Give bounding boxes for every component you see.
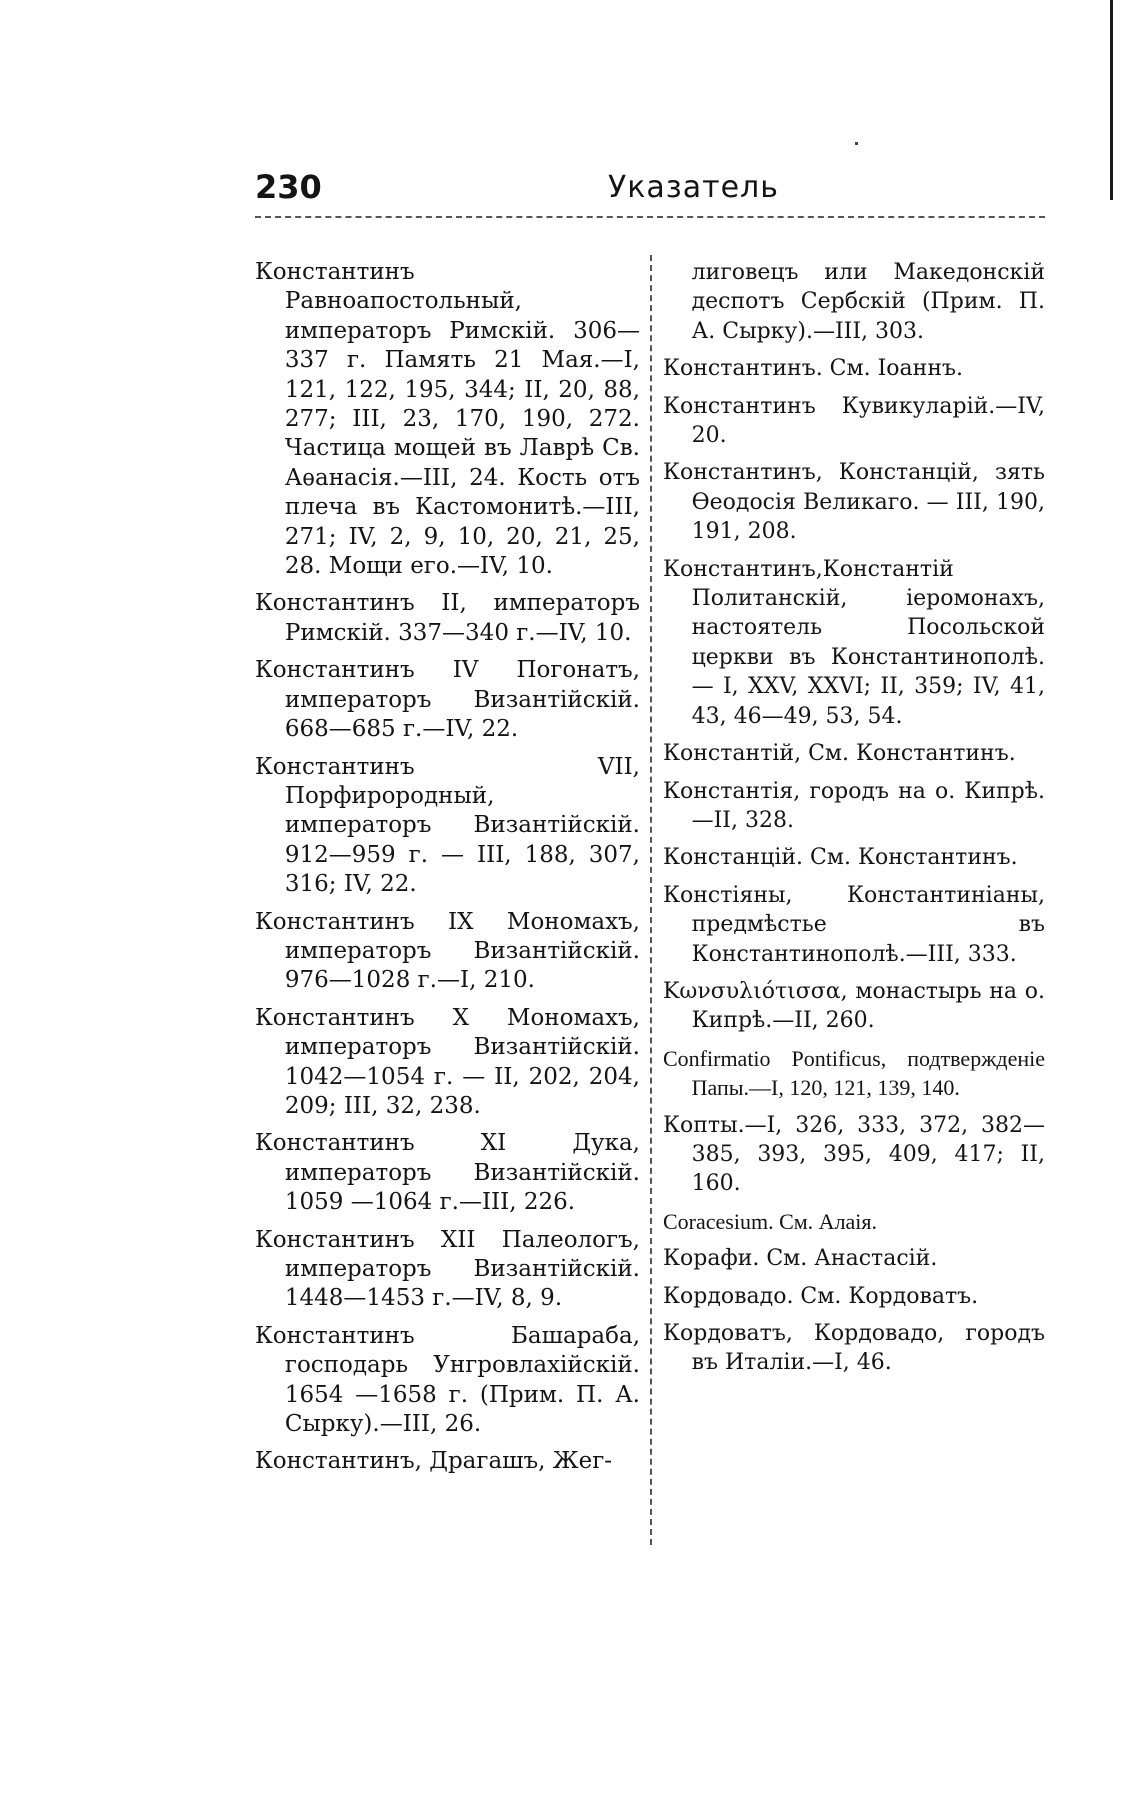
index-entry: Константинъ Башараба, господарь Унгровлахійскій. 1654 —1658 г. (Прим. П. А. Сырку).—III, 26. <box>255 1322 640 1438</box>
index-entry: Кордоватъ, Кордовадо, городъ въ Италіи.—I, 46. <box>663 1321 1045 1376</box>
index-entry: Константій, См. Константинъ. <box>663 741 1016 767</box>
index-entry: Константинъ, Констанцій, зять Ѳеодосія Великаго. — III, 190, 191, 208. <box>663 460 1045 545</box>
index-entry: Констанцій. См. Константинъ. <box>663 845 1018 871</box>
index-column-right <box>663 258 1045 1386</box>
page-number: 230 <box>255 168 322 206</box>
index-entry: Coracesium. См. Алаія. <box>663 1208 878 1234</box>
index-entry-continuation: лиговецъ или Македонскій деспотъ Сербскій (Прим. П. А. Сырку).—III, 303. <box>691 260 1045 344</box>
running-title: Указатель <box>608 170 779 205</box>
header-rule <box>255 216 1045 218</box>
index-entry: Константинъ II, императоръ Римскій. 337—340 г.—IV, 10. <box>255 590 640 646</box>
index-entry: Confirmatio Pontificus, подтвержденіе Папы.—I, 120, 121, 139, 140. <box>663 1045 1045 1101</box>
index-entry: Константія, городъ на о. Кипрѣ.—II, 328. <box>663 778 1045 833</box>
column-divider <box>650 255 652 1545</box>
index-entry: Константинъ,Константій Политанскій, іеромонахъ, настоятель Посольской церкви въ Константинополѣ. — I, XXV, XXVI; II, 359; IV, 41, 43, 46—49, 53, 54. <box>663 556 1045 729</box>
index-entry: Кордовадо. См. Кордоватъ. <box>663 1283 979 1309</box>
index-entry: Корафи. См. Анастасій. <box>663 1246 938 1272</box>
index-entry: Копты.—I, 326, 333, 372, 382—385, 393, 395, 409, 417; II, 160. <box>663 1112 1045 1197</box>
index-entry: Константинъ X Мономахъ, императоръ Византійскій. 1042—1054 г. — II, 202, 204, 209; III, 32, 238. <box>255 1004 640 1119</box>
index-entry: Константинъ XII Палеологъ, императоръ Византійскій. 1448—1453 г.—IV, 8, 9. <box>255 1226 640 1312</box>
index-entry: Константинъ XI Дука, императоръ Византійскій. 1059 —1064 г.—III, 226. <box>255 1130 640 1216</box>
index-entry: Константинъ VII, Порфирородный, императоръ Византійскій. 912—959 г. — III, 188, 307, 316; IV, 22. <box>255 753 640 898</box>
index-entry: Κωνσυλιότισσα, монастырь на о. Кипрѣ.—II, 260. <box>663 978 1045 1034</box>
index-entry: Константинъ, Драгашъ, Жег- <box>255 1448 613 1475</box>
index-entry: Константинъ Равноапостольный, императоръ Римскій. 306—337 г. Память 21 Мая.—I, 121, 122, 195, 344; II, 20, 88, 277; III, 23, 170, 190, 272. Частица мощей въ Лаврѣ Св. Аѳанасія.—III, 24. Кость отъ плеча въ Кастомонитѣ.—III, 271; IV, 2, 9, 10, 20, 21, 25, 28. Мощи его.—IV, 10. <box>255 259 640 580</box>
index-entry: Константинъ Кувикуларій.—IV, 20. <box>663 393 1045 449</box>
scan-speck <box>855 142 858 145</box>
index-entry: Константинъ. См. Іоаннъ. <box>663 356 963 382</box>
page-edge-rule <box>1110 0 1113 200</box>
index-column-left <box>255 258 640 1485</box>
index-entry: Констіяны, Константиніаны, предмѣстье въ Константинополѣ.—III, 333. <box>663 882 1045 967</box>
index-entry: Константинъ IX Мономахъ, императоръ Византійскій. 976—1028 г.—I, 210. <box>255 908 640 994</box>
index-entry: Константинъ IV Погонатъ, императоръ Византійскій. 668—685 г.—IV, 22. <box>255 657 640 743</box>
